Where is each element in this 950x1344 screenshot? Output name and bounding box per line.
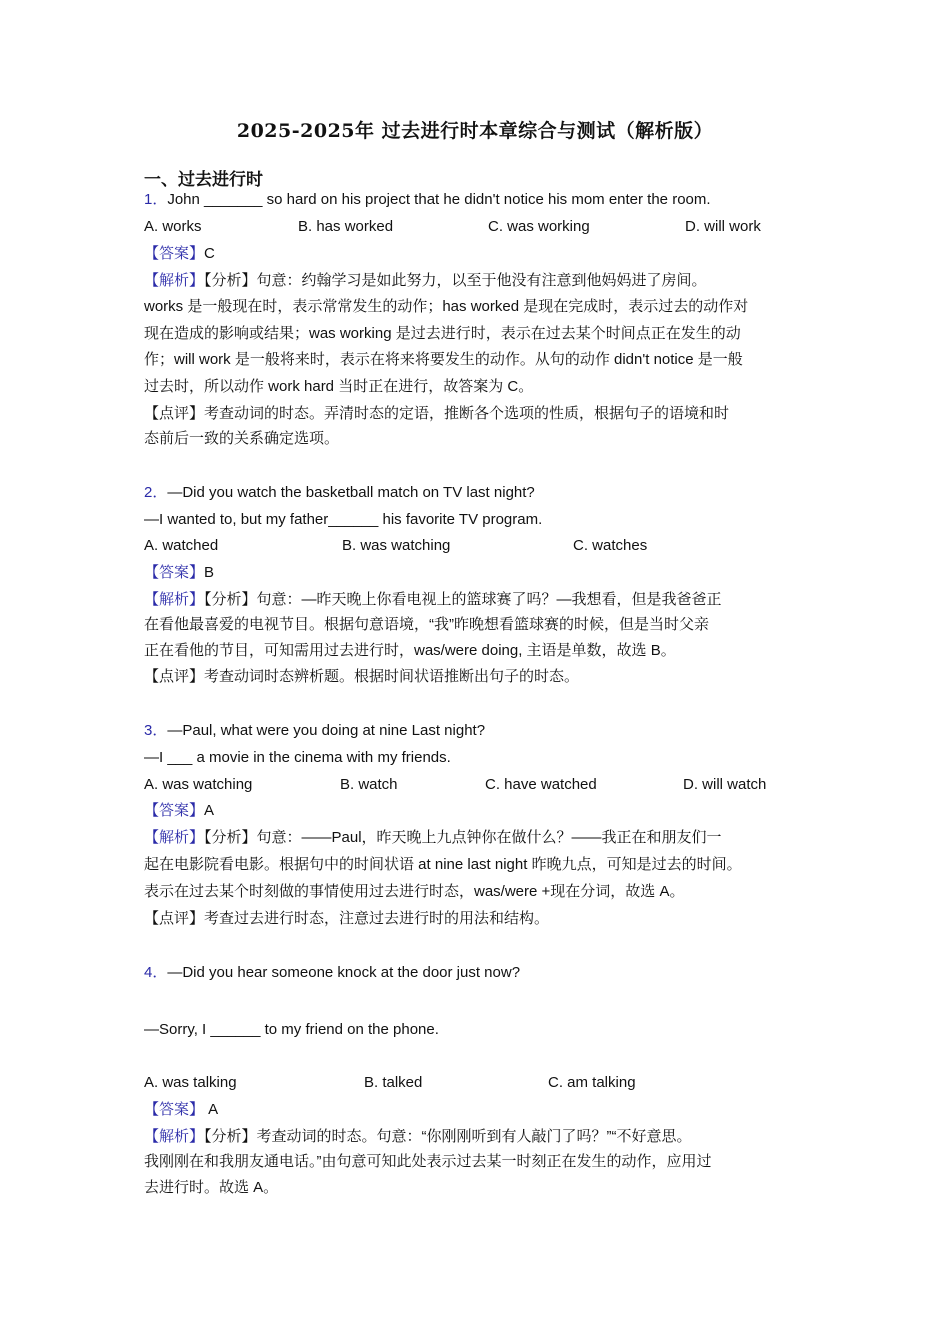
- question-3-analysis-line: 【解析】【分析】句意：——Paul，昨天晚上九点钟你在做什么？——我正在和朋友们一: [144, 829, 722, 846]
- question-2-option-b: B. was watching: [342, 537, 451, 554]
- question-2-analysis-line: 【解析】【分析】句意：—昨天晚上你看电视上的篮球赛了吗？—我想看，但是我爸爸正: [144, 591, 722, 608]
- question-2-stem: 2．—Did you watch the basketball match on TV last night?: [144, 484, 535, 501]
- question-3-analysis-line: 表示在过去某个时刻做的事情使用过去进行时态，was/were +现在分词，故选 A。: [144, 883, 685, 900]
- question-4-option-c: C. am talking: [548, 1074, 636, 1091]
- question-number: 4．: [144, 964, 168, 981]
- section-heading: 一、过去进行时: [144, 170, 263, 189]
- question-1-analysis-line: 现在造成的影响或结果；was working 是过去进行时，表示在过去某个时间点正在发生的动: [144, 325, 741, 342]
- question-4-stem: 4．—Did you hear someone knock at the door just now?: [144, 964, 521, 981]
- question-3-answer: 【答案】A: [144, 802, 215, 819]
- question-2-analysis-line: 正在看他的节目，可知需用过去进行时，was/were doing, 主语是单数，故选 B。: [144, 642, 676, 659]
- question-number: 2．: [144, 484, 168, 501]
- question-2-answer: 【答案】B: [144, 564, 215, 581]
- question-1-analysis-line: 作；will work 是一般将来时，表示在将来将要发生的动作。从句的动作 didn't notice 是一般: [144, 351, 743, 368]
- question-1-comment-line: 【点评】考查动词的时态。弄清时态的定语，推断各个选项的性质，根据句子的语境和时: [144, 405, 730, 422]
- question-2-option-c: C. watches: [573, 537, 648, 554]
- question-2-option-a: A. watched: [144, 537, 219, 554]
- question-1-analysis-line: works 是一般现在时，表示常常发生的动作；has worked 是现在完成时，表示过去的动作对: [144, 298, 749, 315]
- question-1-option-b: B. has worked: [298, 218, 394, 235]
- question-4-analysis-line: 去进行时。故选 A。: [144, 1179, 279, 1196]
- question-3-option-d: D. will watch: [683, 776, 767, 793]
- question-2-stem-line: —I wanted to, but my father______ his favorite TV program.: [144, 511, 543, 528]
- question-1-answer: 【答案】C: [144, 245, 215, 262]
- question-3-stem-line: —I ___ a movie in the cinema with my friends.: [144, 749, 451, 766]
- question-1-analysis-line: 【解析】【分析】句意：约翰学习是如此努力，以至于他没有注意到他妈妈进了房间。: [144, 272, 707, 289]
- question-3-stem: 3．—Paul, what were you doing at nine Last night?: [144, 722, 486, 739]
- question-4-analysis-line: 【解析】【分析】考查动词的时态。句意：“你刚刚听到有人敲门了吗？”“不好意思。: [144, 1128, 692, 1145]
- question-3-analysis-line: 起在电影院看电影。根据句中的时间状语 at nine last night 昨晚九点，可知是过去的时间。: [144, 856, 742, 873]
- question-4-option-a: A. was talking: [144, 1074, 237, 1091]
- question-number: 1．: [144, 191, 168, 208]
- question-4-answer: 【答案】 A: [144, 1101, 219, 1118]
- question-1-stem: 1．John _______ so hard on his project that he didn't notice his mom enter the room.: [144, 191, 711, 208]
- question-4-analysis-line: 我刚刚在和我朋友通电话。”由句意可知此处表示过去某一时刻正在发生的动作，应用过: [144, 1153, 712, 1170]
- question-3-option-a: A. was watching: [144, 776, 253, 793]
- question-2-comment-line: 【点评】考查动词时态辨析题。根据时间状语推断出句子的时态。: [144, 668, 580, 685]
- question-1-option-c: C. was working: [488, 218, 590, 235]
- question-1-option-d: D. will work: [685, 218, 761, 235]
- question-1-analysis-line: 过去时，所以动作 work hard 当时正在进行，故答案为 C。: [144, 378, 534, 395]
- question-number: 3．: [144, 722, 168, 739]
- document-title: 2025-2025年 过去进行时本章综合与测试（解析版）: [236, 120, 714, 142]
- question-1-option-a: A. works: [144, 218, 202, 235]
- question-4-stem-line: —Sorry, I ______ to my friend on the phone.: [144, 1021, 439, 1038]
- question-3-option-c: C. have watched: [485, 776, 597, 793]
- question-3-comment-line: 【点评】考查过去进行时态，注意过去进行时的用法和结构。: [144, 910, 550, 927]
- question-3-option-b: B. watch: [340, 776, 398, 793]
- question-1-comment-line: 态前后一致的关系确定选项。: [144, 430, 340, 447]
- question-2-analysis-line: 在看他最喜爱的电视节目。根据句意语境，“我”昨晚想看篮球赛的时候，但是当时父亲: [144, 616, 709, 633]
- question-4-option-b: B. talked: [364, 1074, 423, 1091]
